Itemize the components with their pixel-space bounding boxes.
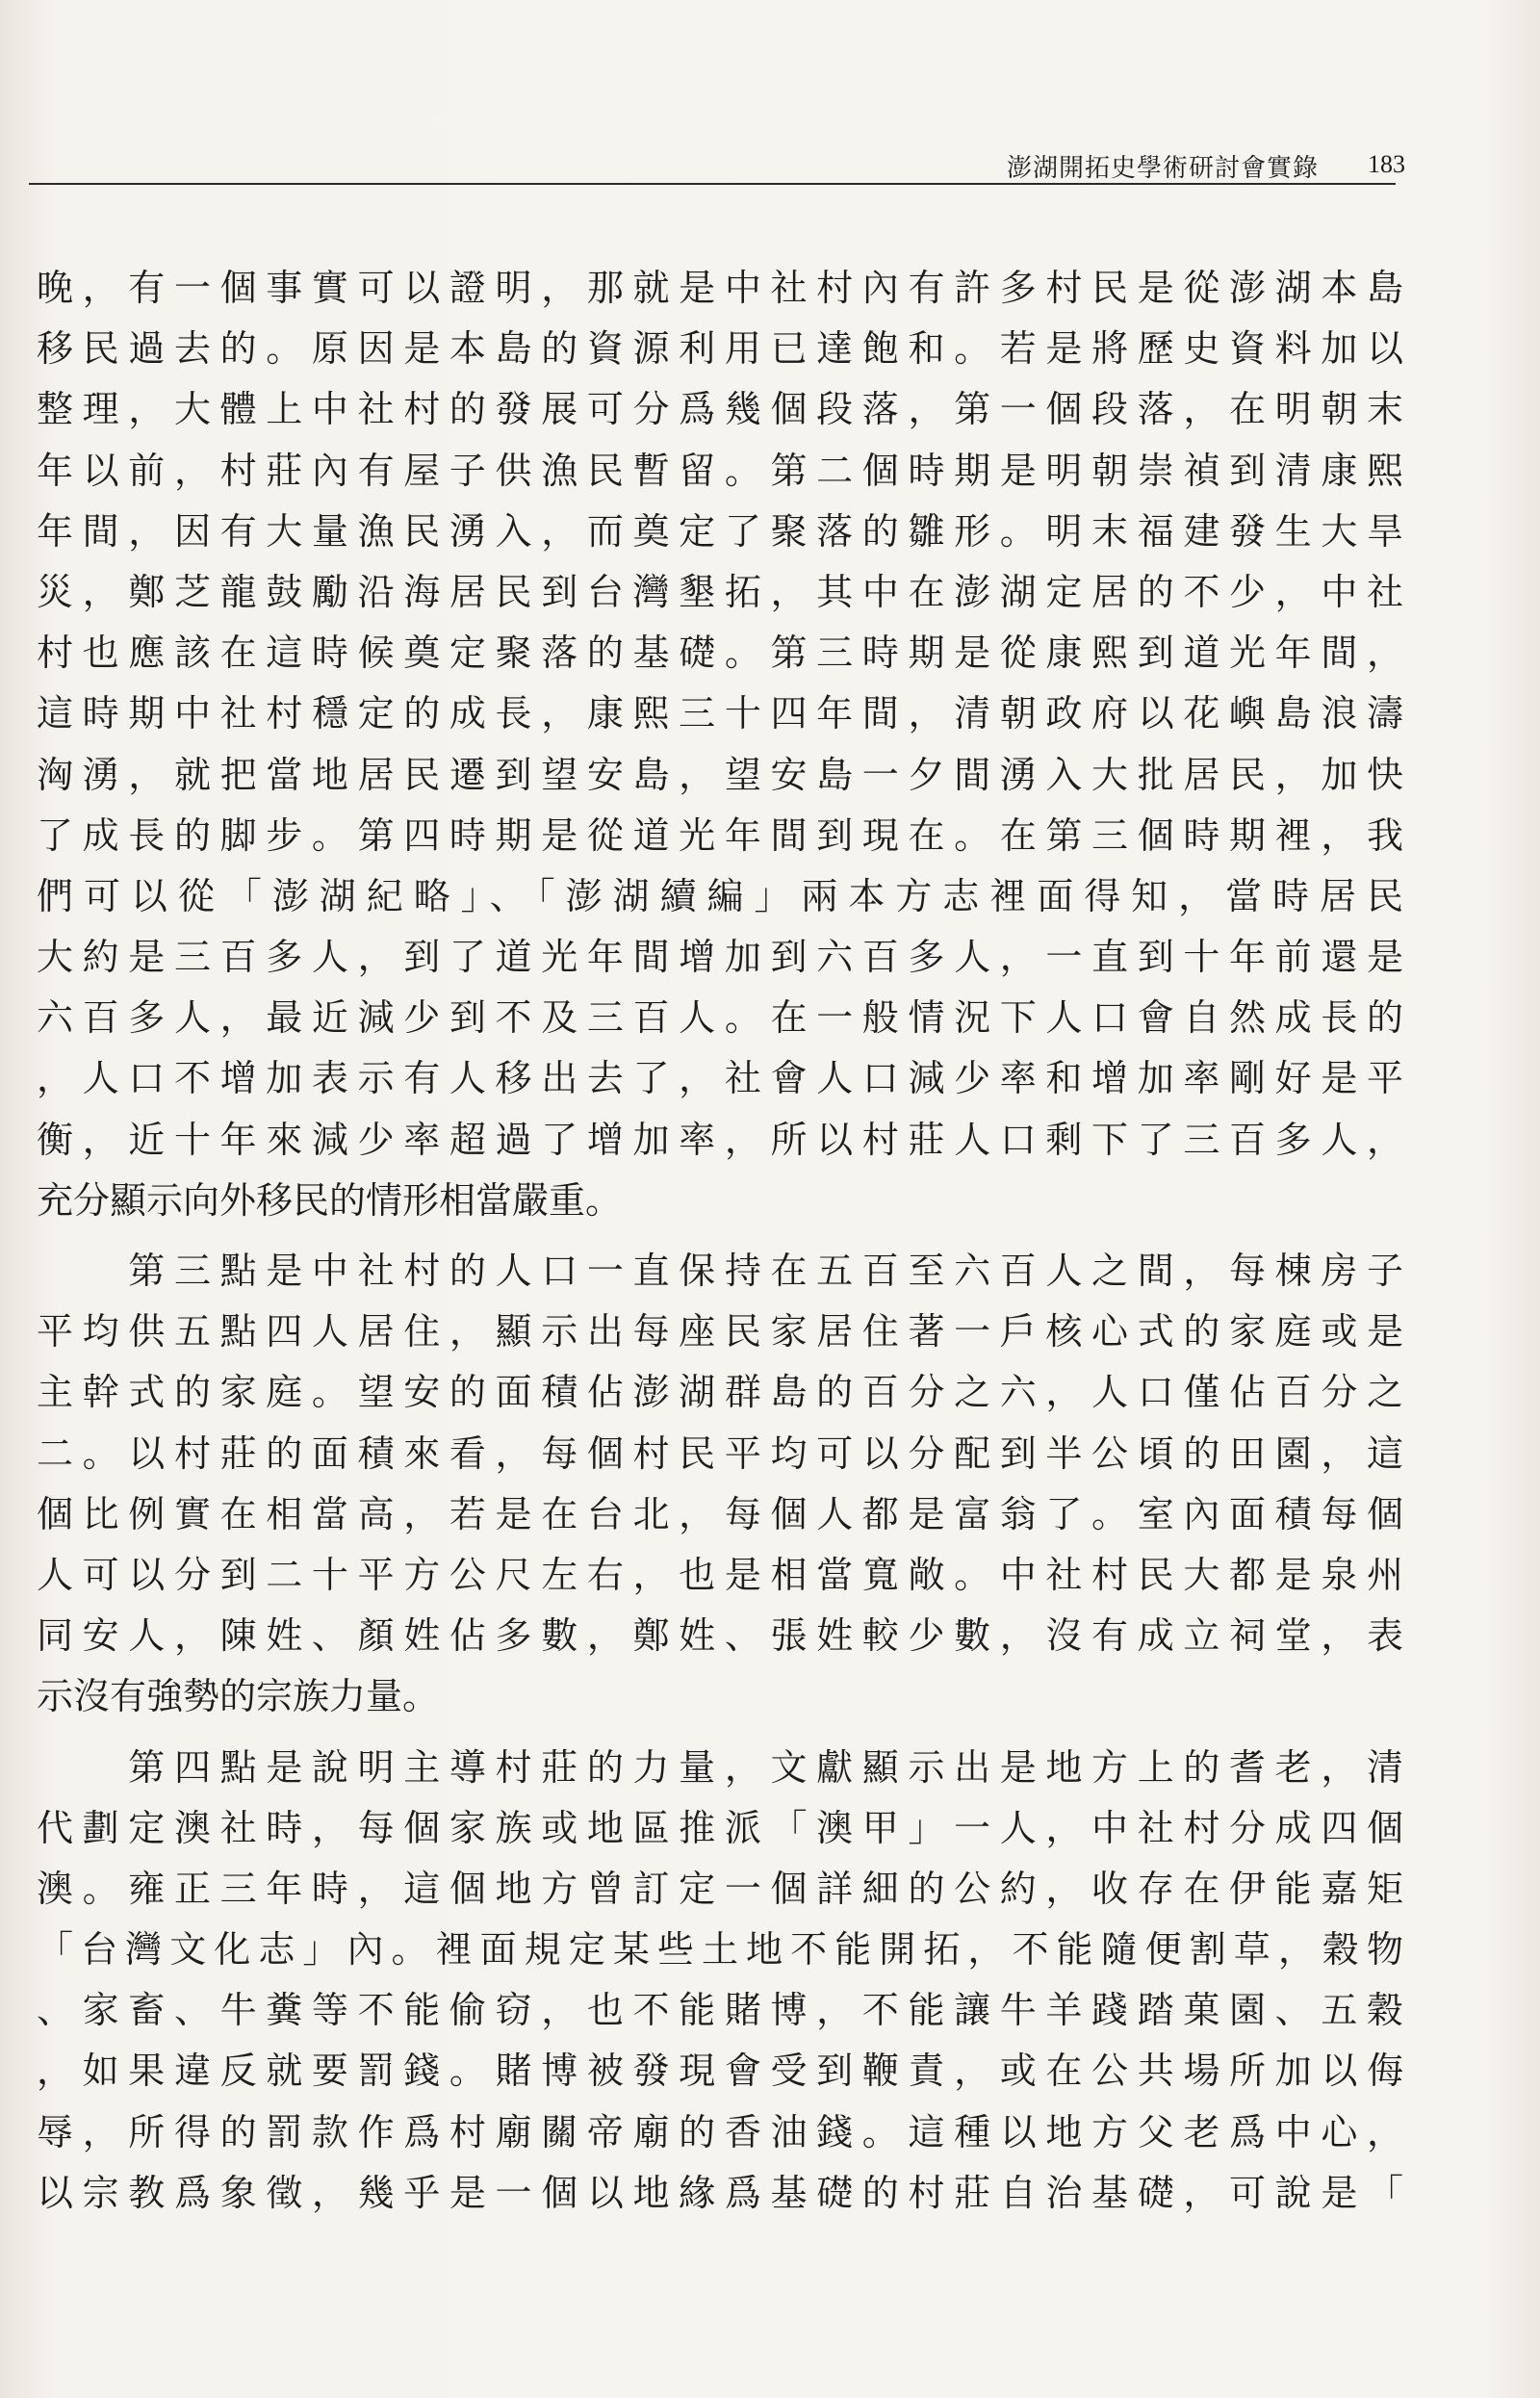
text-line: 二。以村莊的面積來看，每個村民平均可以分配到半公頃的田園，這 [37, 1431, 1403, 1475]
text-line: 們可以從「澎湖紀略」、「澎湖續編」兩本方志裡面得知，當時居民 [37, 874, 1403, 917]
text-line: 平均供五點四人居住，顯示出每座民家居住著一戶核心式的家庭或是 [37, 1310, 1403, 1354]
paragraph-1 [37, 258, 1403, 1231]
text-line: 同安人，陳姓、顏姓佔多數，鄭姓、張姓較少數，沒有成立祠堂，表 [37, 1614, 1403, 1658]
text-line: ，如果違反就要罰錢。賭博被發現會受到鞭責，或在公共場所加以侮 [37, 2050, 1403, 2093]
text-line: 充分顯示向外移民的情形相當嚴重。 [37, 1178, 623, 1222]
text-line: 澳。雍正三年時，這個地方曾訂定一個詳細的公約，收存在伊能嘉矩 [37, 1867, 1403, 1910]
page-number: 183 [1368, 150, 1405, 178]
text-line: 村也應該在這時候奠定聚落的基礎。第三時期是從康熙到道光年間， [37, 632, 1403, 675]
text-line: 第四點是說明主導村莊的力量，文獻顯示出是地方上的耆老，清 [37, 1745, 1403, 1789]
text-line: 災，鄭芝龍鼓勵沿海居民到台灣墾拓，其中在澎湖定居的不少，中社 [37, 570, 1403, 613]
text-line: 大約是三百多人，到了道光年間增加到六百多人，一直到十年前還是 [37, 936, 1403, 979]
text-line: 人可以分到二十平方公尺左右，也是相當寬敞。中社村民大都是泉州 [37, 1553, 1403, 1596]
body-text [37, 258, 1403, 2224]
text-line: 主幹式的家庭。望安的面積佔澎湖群島的百分之六，人口僅佔百分之 [37, 1371, 1403, 1414]
text-line: 示沒有強勢的宗族力量。 [37, 1675, 440, 1718]
text-line: 了成長的脚步。第四時期是從道光年間到現在。在第三個時期裡，我 [37, 813, 1403, 857]
text-line: 整理，大體上中社村的發展可分爲幾個段落，第一個段落，在明朝末 [37, 388, 1403, 431]
text-line: 以宗教爲象徵，幾乎是一個以地緣爲基礎的村莊自治基礎，可說是「 [37, 2171, 1403, 2214]
text-line: 辱，所得的罰款作爲村廟關帝廟的香油錢。這種以地方父老爲中心， [37, 2110, 1403, 2153]
text-line: 衡，近十年來減少率超過了增加率，所以村莊人口剩下了三百多人， [37, 1118, 1403, 1161]
text-line: 六百多人，最近減少到不及三百人。在一般情況下人口會自然成長的 [37, 996, 1403, 1040]
running-header [29, 144, 1405, 185]
paragraph-2 [37, 1241, 1403, 1728]
paragraph-3 [37, 1738, 1403, 2225]
text-line: 年以前，村莊內有屋子供漁民暫留。第二個時期是明朝崇禎到清康熙 [37, 449, 1403, 492]
text-line: ，人口不增加表示有人移出去了，社會人口減少率和增加率剛好是平 [37, 1057, 1403, 1100]
text-line: 晚，有一個事實可以證明，那就是中社村內有許多村民是從澎湖本島 [37, 267, 1403, 309]
paragraph-gap [37, 1231, 1403, 1241]
text-line: 「台灣文化志」內。裡面規定某些土地不能開拓，不能隨便割草，穀物 [37, 1928, 1403, 1972]
text-line: 個比例實在相當高，若是在台北，每個人都是富翁了。室內面積每個 [37, 1492, 1403, 1535]
text-line: 移民過去的。原因是本島的資源利用已達飽和。若是將歷史資料加以 [37, 327, 1403, 371]
text-line: 、家畜、牛糞等不能偷窃，也不能賭博，不能讓牛羊踐踏菓園、五穀 [37, 1989, 1403, 2032]
text-line: 洶湧，就把當地居民遷到望安島，望安島一夕間湧入大批居民，加快 [37, 753, 1403, 796]
text-line: 第三點是中社村的人口一直保持在五百至六百人之間，每棟房子 [37, 1250, 1403, 1292]
text-line: 代劃定澳社時，每個家族或地區推派「澳甲」一人，中社村分成四個 [37, 1806, 1403, 1849]
header-title: 澎湖開拓史學術研討會實錄 [1006, 154, 1319, 183]
text-line: 這時期中社村穩定的成長，康熙三十四年間，清朝政府以花嶼島浪濤 [37, 692, 1403, 735]
paragraph-gap [37, 1728, 1403, 1738]
text-line: 年間，因有大量漁民湧入，而奠定了聚落的雛形。明末福建發生大旱 [37, 509, 1403, 553]
